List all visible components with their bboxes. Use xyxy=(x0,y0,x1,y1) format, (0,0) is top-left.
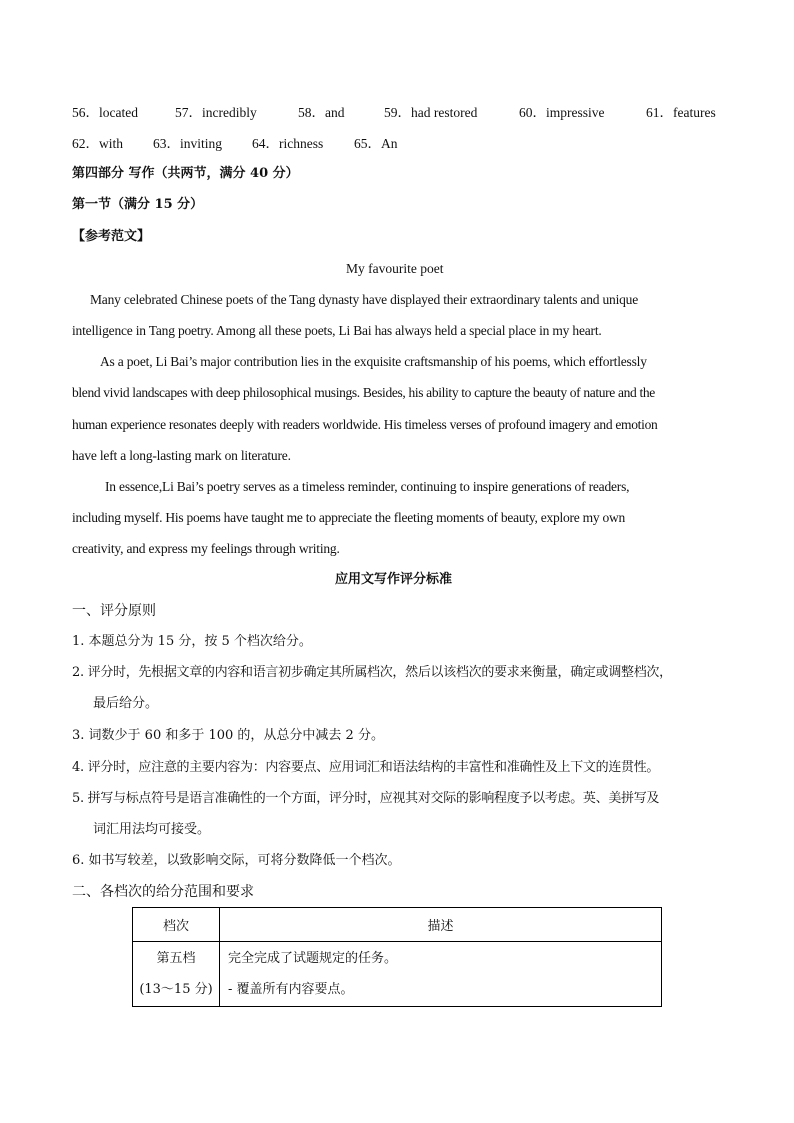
answer-63: 63．inviting xyxy=(153,136,223,151)
answer-65: 65．An xyxy=(354,136,398,151)
section1-heading: 第一节（满分 15 分） xyxy=(72,197,204,212)
essay-line: intelligence in Tang poetry. Among all these poets, Li Bai has always held a special place in my heart. xyxy=(72,323,602,338)
principles-heading: 一、评分原则 xyxy=(72,603,156,619)
criteria-title: 应用文写作评分标准 xyxy=(335,572,453,587)
ranges-heading: 二、各档次的给分范围和要求 xyxy=(72,884,254,900)
description-line: 完全完成了试题规定的任务。 xyxy=(228,951,398,966)
rule-1: 1. 本题总分为 15 分，按 5 个档次给分。 xyxy=(72,634,312,649)
answer-58: 58．and xyxy=(298,105,345,120)
level-range: (13～15 分) xyxy=(139,982,213,997)
answer-57: 57．incredibly xyxy=(175,105,257,120)
rule-4: 4. 评分时，应注意的主要内容为：内容要点、应用词汇和语法结构的丰富性和准确性及上下文的连贯性。 xyxy=(72,760,660,775)
essay-line: In essence,Li Bai’s poetry serves as a timeless reminder, continuing to inspire generations of readers, xyxy=(105,479,630,494)
description-cell xyxy=(220,942,662,1007)
essay-line: blend vivid landscapes with deep philosophical musings. Besides, his ability to capture the beauty of nature and the xyxy=(72,385,655,400)
table-row xyxy=(133,942,662,1007)
description-line: - 覆盖所有内容要点。 xyxy=(228,982,354,997)
essay-title: My favourite poet xyxy=(346,261,444,276)
table-header-row xyxy=(133,908,662,942)
answer-56: 56．located xyxy=(72,105,138,120)
rule-6: 6. 如书写较差，以致影响交际，可将分数降低一个档次。 xyxy=(72,853,401,868)
level-cell xyxy=(133,942,220,1007)
rule-5-cont: 词汇用法均可接受。 xyxy=(93,822,211,837)
essay-line: Many celebrated Chinese poets of the Tang dynasty have displayed their extraordinary talents and unique xyxy=(90,292,639,307)
essay-line: As a poet, Li Bai’s major contribution lies in the exquisite craftsmanship of his poems, which effortlessly xyxy=(100,354,647,369)
answer-61: 61．features xyxy=(646,105,716,120)
essay-line: including myself. His poems have taught me to appreciate the fleeting moments of beauty, explore my own xyxy=(72,510,625,525)
rule-2-cont: 最后给分。 xyxy=(93,696,159,711)
grading-table xyxy=(132,907,662,1007)
answer-59: 59．had restored xyxy=(384,105,478,120)
answer-62: 62．with xyxy=(72,136,124,151)
sample-essay-label: 【参考范文】 xyxy=(72,229,151,244)
rule-3: 3. 词数少于 60 和多于 100 的，从总分中减去 2 分。 xyxy=(72,728,384,743)
table-header-description: 描述 xyxy=(220,908,662,942)
rule-5: 5. 拼写与标点符号是语言准确性的一个方面，评分时，应视其对交际的影响程度予以考虑。英、美拼写及 xyxy=(72,791,660,806)
answer-64: 64．richness xyxy=(252,136,324,151)
essay-line: human experience resonates deeply with readers worldwide. His timeless verses of profound imagery and emotion xyxy=(72,417,658,432)
table-header-level: 档次 xyxy=(133,908,220,942)
rule-2: 2. 评分时，先根据文章的内容和语言初步确定其所属档次，然后以该档次的要求来衡量，确定或调整档次， xyxy=(72,665,672,680)
answer-60: 60．impressive xyxy=(519,105,605,120)
level-name: 第五档 xyxy=(156,951,196,966)
essay-line: have left a long-lasting mark on literature. xyxy=(72,448,291,463)
essay-line: creativity, and express my feelings through writing. xyxy=(72,541,340,556)
part4-heading: 第四部分 写作（共两节，满分 40 分） xyxy=(72,166,299,181)
